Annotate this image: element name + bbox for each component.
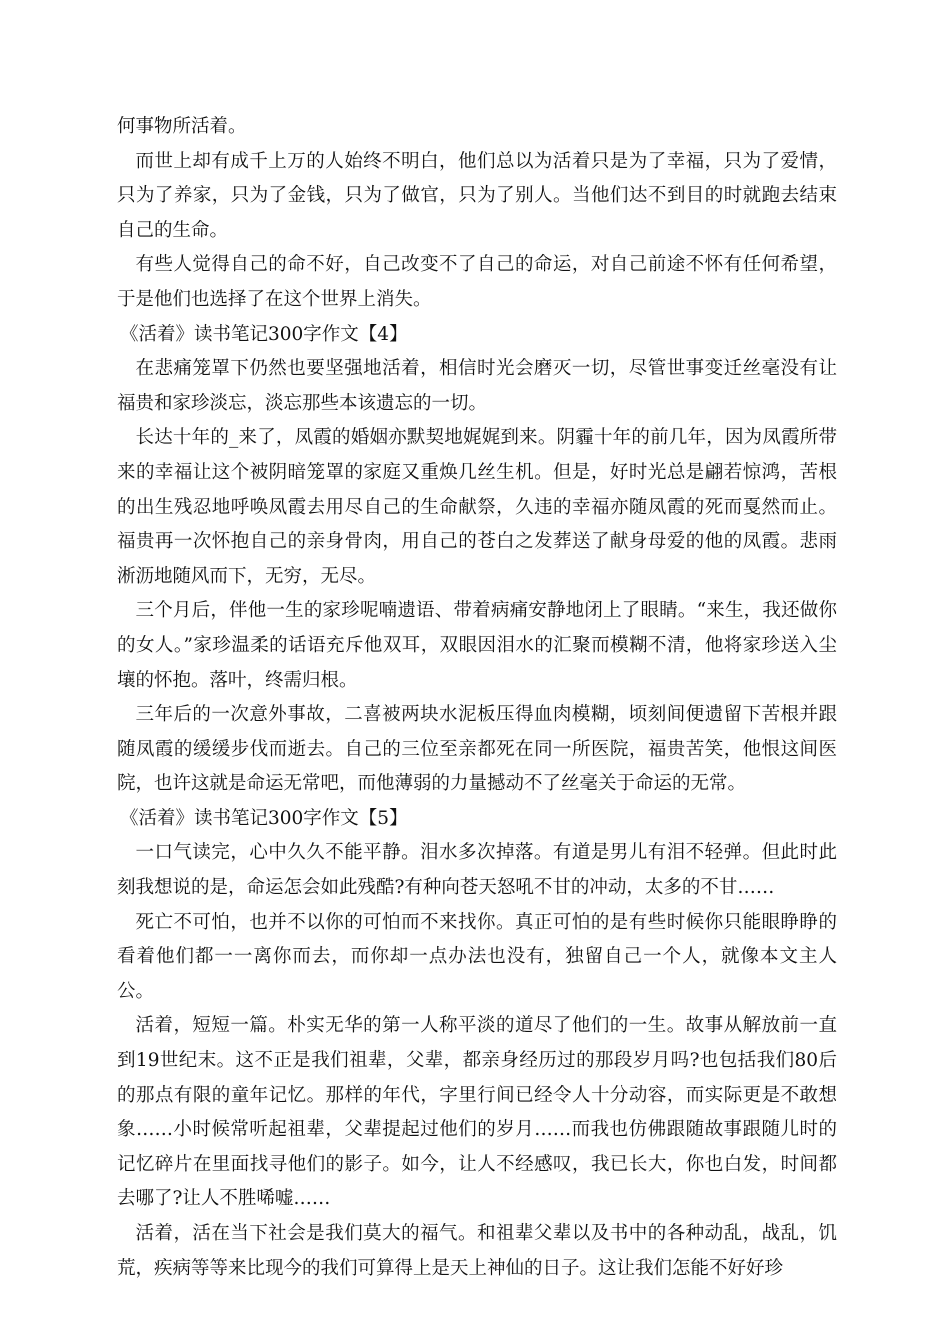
paragraph-2: 而世上却有成千上万的人始终不明白，他们总以为活着只是为了幸福，只为了爱情，只为了养家，只为了金钱，只为了做官，只为了别人。当他们达不到目的时就跑去结束自己的生命。 bbox=[117, 150, 837, 241]
document-body bbox=[117, 110, 837, 1286]
paragraph-1: 何事物所活着。 bbox=[117, 116, 247, 137]
paragraph-11: 活着，活在当下社会是我们莫大的福气。和祖辈父辈以及书中的各种动乱，战乱，饥荒，疾病等等来比现今的我们可算得上是天上神仙的日子。这让我们怎能不好好珍 bbox=[117, 1223, 837, 1279]
paragraph-5: 长达十年的_来了，凤霞的婚姻亦默契地娓娓到来。阴霾十年的前几年，因为凤霞所带来的幸福让这个被阴暗笼罩的家庭又重焕几丝生机。但是，好时光总是翩若惊鸿，苦根的出生残忍地呼唤凤霞去用尽自己的生命献祭，久违的幸福亦随凤霞的死而戛然而止。福贵再一次怀抱自己的亲身骨肉，用自己的苍白之发葬送了献身母爱的他的凤霞。悲雨淅沥地随风而下，无穷，无尽。 bbox=[117, 427, 837, 587]
section-heading-4: 《活着》读书笔记300字作文【4】 bbox=[120, 323, 408, 345]
paragraph-9: 死亡不可怕，也并不以你的可怕而不来找你。真正可怕的是有些时候你只能眼睁睁的看着他们都一一离你而去，而你却一点办法也没有，独留自己一个人，就像本文主人公。 bbox=[117, 911, 837, 1002]
paragraph-8: 一口气读完，心中久久不能平静。泪水多次掉落。有道是男儿有泪不轻弹。但此时此刻我想说的是，命运怎会如此残酷?有种向苍天怒吼不甘的冲动，太多的不甘…… bbox=[117, 842, 837, 899]
section-heading-5: 《活着》读书笔记300字作文【5】 bbox=[120, 807, 408, 829]
paragraph-3: 有些人觉得自己的命不好，自己改变不了自己的命运，对自己前途不怀有任何希望，于是他们也选择了在这个世界上消失。 bbox=[117, 254, 837, 310]
paragraph-4: 在悲痛笼罩下仍然也要坚强地活着，相信时光会磨灭一切，尽管世事变迁丝毫没有让福贵和家珍淡忘，淡忘那些本该遗忘的一切。 bbox=[117, 358, 837, 414]
paragraph-6: 三个月后，伴他一生的家珍呢喃遗语、带着病痛安静地闭上了眼睛。“来生，我还做你的女人。”家珍温柔的话语充斥他双耳，双眼因泪水的汇聚而模糊不清，他将家珍送入尘壤的怀抱。落叶，终需归根。 bbox=[117, 600, 837, 691]
paragraph-10: 活着，短短一篇。朴实无华的第一人称平淡的道尽了他们的一生。故事从解放前一直到19世纪末。这不正是我们祖辈，父辈，都亲身经历过的那段岁月吗?也包括我们80后的那点有限的童年记忆。那样的年代，字里行间已经令人十分动容，而实际更是不敢想象……小时候常听起祖辈，父辈提起过他们的岁月……而我也仿佛跟随故事跟随儿时的记忆碎片在里面找寻他们的影子。如今，让人不经感叹，我已长大，你也白发，时间都去哪了?让人不胜唏嘘…… bbox=[117, 1015, 837, 1210]
paragraph-7: 三年后的一次意外事故，二喜被两块水泥板压得血肉模糊，顷刻间便遗留下苦根并跟随凤霞的缓缓步伐而逝去。自己的三位至亲都死在同一所医院，福贵苦笑，他恨这间医院，也许这就是命运无常吧，而他薄弱的力量撼动不了丝毫关于命运的无常。 bbox=[117, 704, 837, 795]
